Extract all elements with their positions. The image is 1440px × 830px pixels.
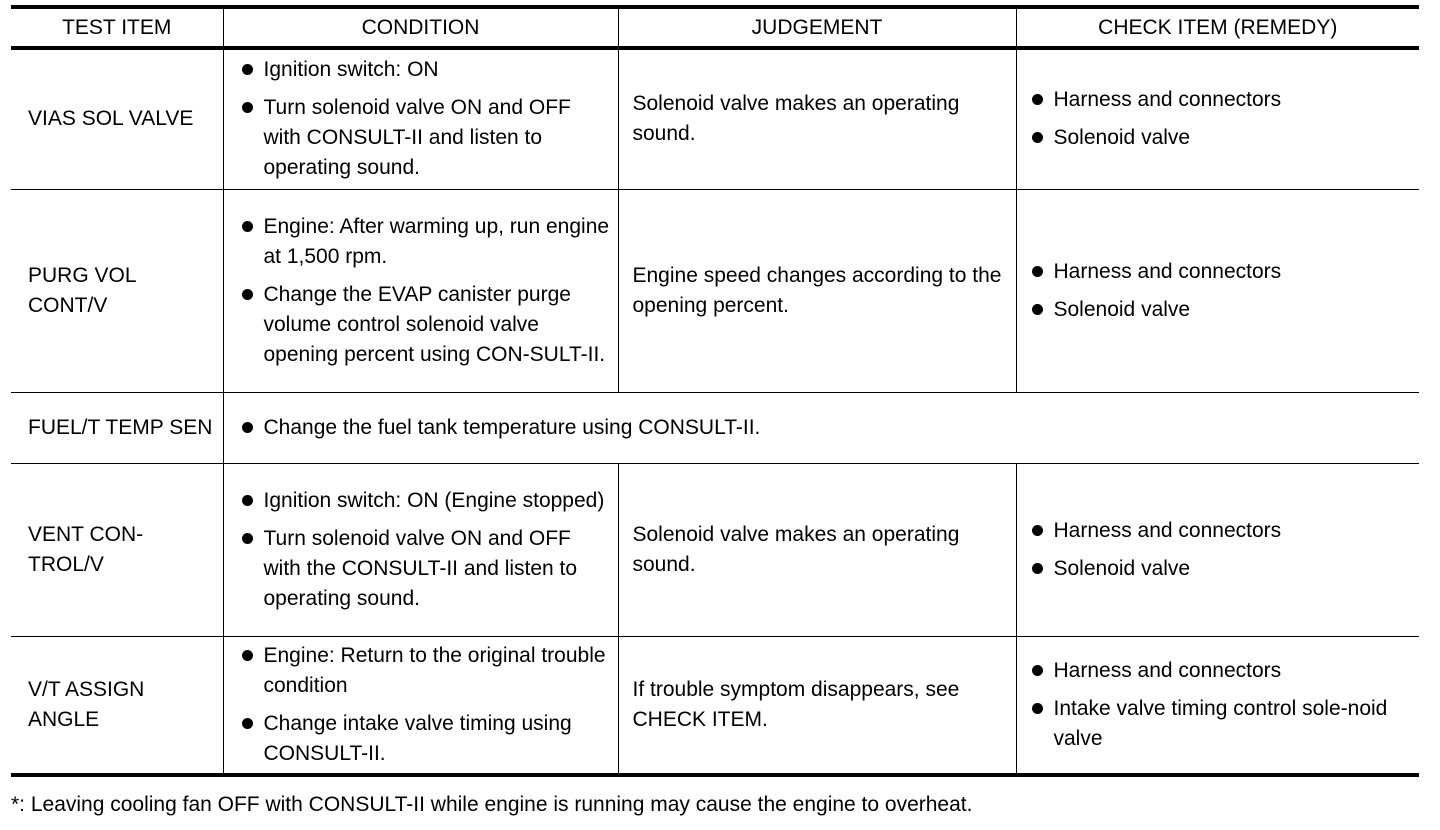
test-item-cell: FUEL/T TEMP SEN — [11, 392, 223, 463]
check-item-cell — [1016, 463, 1419, 636]
condition-bullet: Ignition switch: ON (Engine stopped) — [241, 486, 610, 516]
condition-bullet: Turn solenoid valve ON and OFF with CONSULT-II and listen to operating sound. — [241, 93, 610, 183]
condition-cell — [223, 392, 1419, 463]
header-condition: CONDITION — [223, 7, 618, 48]
check-bullet: Solenoid valve — [1031, 554, 1412, 584]
condition-cell — [223, 636, 618, 775]
bullet-icon — [1032, 665, 1043, 676]
check-bullet: Solenoid valve — [1031, 295, 1412, 325]
table-row — [11, 392, 1419, 463]
header-judgement: JUDGEMENT — [618, 7, 1016, 48]
condition-bullet: Engine: Return to the original trouble condition — [241, 641, 610, 701]
condition-bullet: Ignition switch: ON — [241, 55, 610, 85]
bullet-icon — [1032, 703, 1043, 714]
table-row — [11, 463, 1419, 636]
bullet-icon — [242, 289, 253, 300]
check-bullet: Harness and connectors — [1031, 656, 1412, 686]
check-bullet: Intake valve timing control sole-noid valve — [1031, 694, 1412, 754]
condition-cell — [223, 189, 618, 392]
bullet-icon — [242, 422, 253, 433]
condition-cell — [223, 48, 618, 189]
condition-cell — [223, 463, 618, 636]
check-item-cell — [1016, 189, 1419, 392]
table-row — [11, 48, 1419, 189]
header-check-item: CHECK ITEM (REMEDY) — [1016, 7, 1419, 48]
judgement-cell: Engine speed changes according to the opening percent. — [618, 189, 1016, 392]
bullet-icon — [242, 718, 253, 729]
bullet-icon — [242, 533, 253, 544]
footnote: *: Leaving cooling fan OFF with CONSULT-II while engine is running may cause the engine to overheat. — [11, 793, 973, 816]
condition-bullet: Engine: After warming up, run engine at 1,500 rpm. — [241, 212, 610, 272]
test-item-cell: V/T ASSIGN ANGLE — [11, 636, 223, 775]
header-test-item: TEST ITEM — [11, 7, 223, 48]
condition-bullet: Change the EVAP canister purge volume control solenoid valve opening percent using CON-SULT-II. — [241, 280, 610, 370]
bullet-icon — [242, 650, 253, 661]
bullet-icon — [1032, 304, 1043, 315]
check-bullet: Solenoid valve — [1031, 123, 1412, 153]
check-item-cell — [1016, 636, 1419, 775]
table-row — [11, 189, 1419, 392]
judgement-cell: Solenoid valve makes an operating sound. — [618, 463, 1016, 636]
condition-bullet: Change the fuel tank temperature using CONSULT-II. — [241, 413, 1412, 443]
condition-bullet: Turn solenoid valve ON and OFF with the CONSULT-II and listen to operating sound. — [241, 524, 610, 614]
bullet-icon — [242, 102, 253, 113]
test-item-cell: VIAS SOL VALVE — [11, 48, 223, 189]
check-bullet: Harness and connectors — [1031, 257, 1412, 287]
check-bullet: Harness and connectors — [1031, 85, 1412, 115]
bullet-icon — [242, 495, 253, 506]
bullet-icon — [1032, 94, 1043, 105]
bullet-icon — [242, 221, 253, 232]
bullet-icon — [1032, 563, 1043, 574]
bullet-icon — [1032, 525, 1043, 536]
bullet-icon — [1032, 132, 1043, 143]
judgement-cell: If trouble symptom disappears, see CHECK ITEM. — [618, 636, 1016, 775]
test-item-cell: PURG VOL CONT/V — [11, 189, 223, 392]
test-item-cell: VENT CON-TROL/V — [11, 463, 223, 636]
condition-bullet: Change intake valve timing using CONSULT-II. — [241, 709, 610, 769]
check-bullet: Harness and connectors — [1031, 516, 1412, 546]
judgement-cell: Solenoid valve makes an operating sound. — [618, 48, 1016, 189]
table-header-row — [11, 7, 1419, 48]
bullet-icon — [1032, 266, 1043, 277]
table-row — [11, 636, 1419, 775]
bullet-icon — [242, 64, 253, 75]
active-test-table — [11, 5, 1419, 777]
check-item-cell — [1016, 48, 1419, 189]
